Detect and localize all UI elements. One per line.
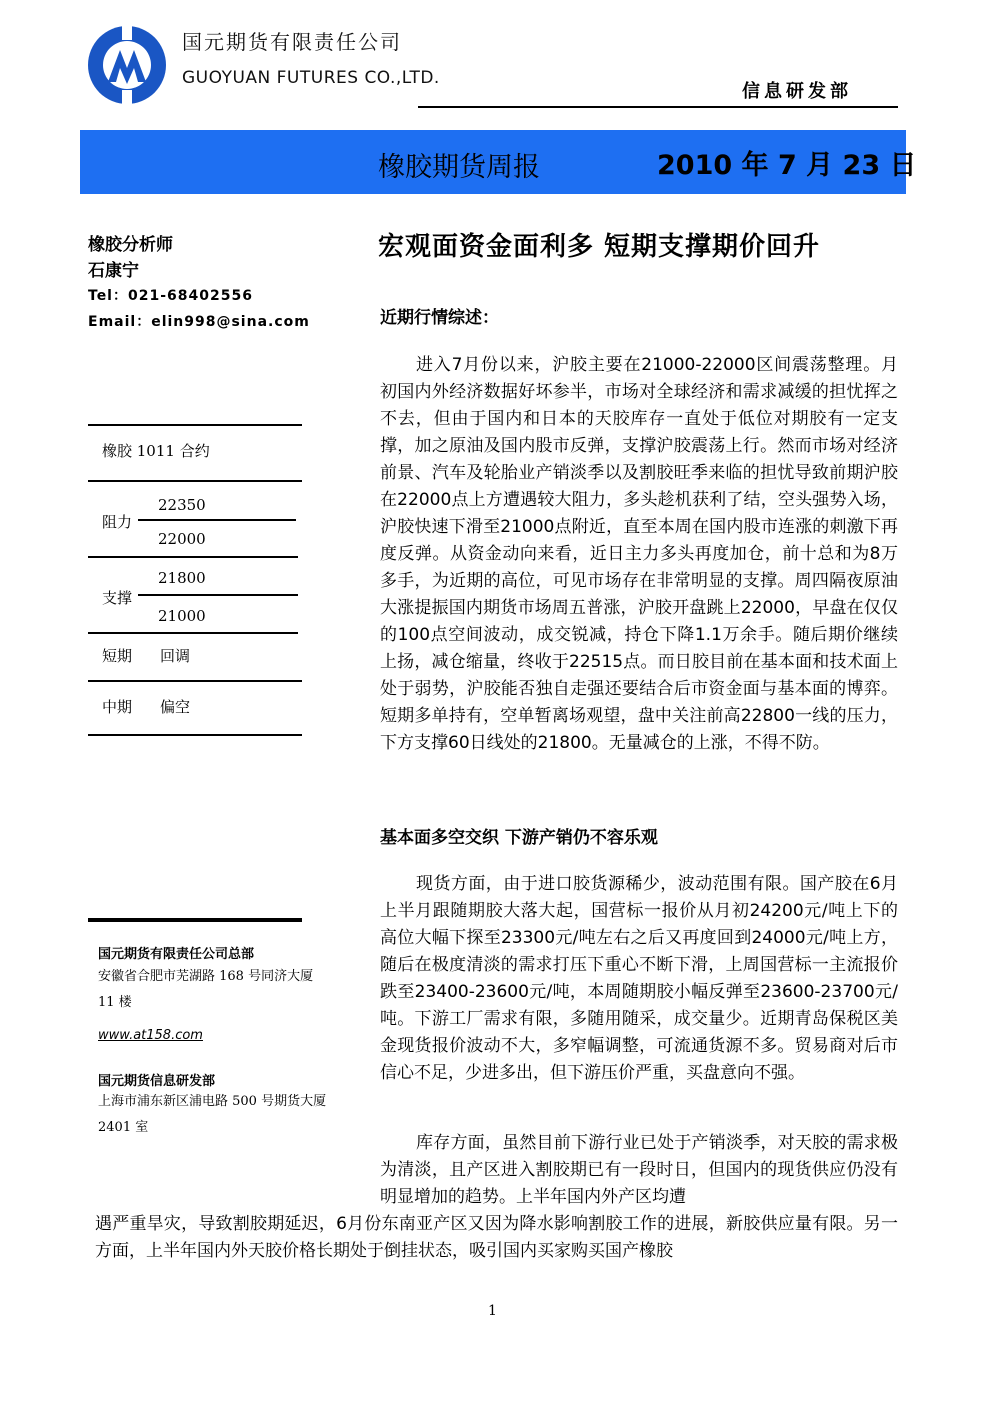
paragraph-market-review: 进入7月份以来，沪胶主要在21000-22000区间震荡整理。月初国内外经济数据好坏参半，市场对全球经济和需求减缓的担忧挥之不去，但由于国内和日本的天胶库存一直处于低位对期胶有一定支撑，加之原油及国内股市反弹，支撑沪胶震荡上行。然而市场对经济前景、汽车及轮胎业产销淡季以及割胶旺季来临的担忧导致前期沪胶在22000点上方遭遇较大阻力，多头趁机获利了结，空头强势入场，沪胶快速下滑至21000点附近，直至本周在国内股市连涨的刺激下再度反弹。从资金动向来看，近日主力多头再度加仓，前十总和为8万多手，为近期的高位，可见市场存在非常明显的支撑。周四隔夜原油大涨提振国内期货市场周五普涨，沪胶开盘跳上22000，早盘在仅仅的100点空间波动，成交锐减，持仓下降1.1万余手。随后期价继续上扬，减仓缩量，终收于22515点。而日胶目前在基本面和技术面上处于弱势，沪胶能否独自走强还要结合后市资金面与基本面的博弈。短期多单持有，空单暂离场观望，盘中关注前高22800一线的压力，下方支撑60日线处的21800。无量减仓的上涨，不得不防。 — [380, 355, 898, 753]
section-title-market-review: 近期行情综述： — [380, 308, 499, 328]
analyst-name: 石康宁 — [88, 261, 139, 281]
resistance-divider — [138, 519, 296, 521]
contract-label: 橡胶 1011 合约 — [102, 442, 210, 460]
paragraph-spot-market: 现货方面，由于进口胶货源稀少，波动范围有限。国产胶在6月上半月跟随期胶大落大起，国营标一报价从月初24200元/吨上下的高位大幅下探至23300元/吨左右之后又再度回到24000元/吨上方，随后在极度清淡的需求打压下重心不断下滑，上周国营标一主流报价跌至23400-23600元/吨，本周随期胶小幅反弹至23600-23700元/吨。下游工厂需求有限，多随用随采，成交量少。近期青岛保税区美金现货报价波动不大，多窄幅调整，可流通货源不多。贸易商对后市信心不足，少进多出，但下游压价严重，买盘意向不强。 — [380, 874, 898, 1083]
levels-rule — [88, 632, 298, 634]
header-divider — [418, 106, 898, 108]
footer-divider — [88, 918, 302, 922]
paragraph-inventory: 库存方面，虽然目前下游行业已处于产销淡季，对天胶的需求极为清淡，且产区进入割胶期已有一段时日，但国内的现货供应仍没有明显增加的趋势。上半年国内外产区均遭 — [380, 1133, 898, 1207]
department-label: 信息研发部 — [742, 81, 852, 102]
levels-top-rule — [88, 424, 302, 426]
resistance-value-1: 22350 — [158, 496, 206, 514]
article-headline: 宏观面资金面利多 短期支撑期价回升 — [378, 232, 821, 262]
levels-rule — [88, 680, 302, 682]
company-logo-icon — [86, 24, 168, 106]
support-label: 支撑 — [102, 589, 133, 607]
rd-address: 上海市浦东新区浦电路 500 号期货大厦 2401 室 — [98, 1094, 327, 1135]
levels-bottom-rule — [88, 734, 302, 736]
page-number: 1 — [488, 1303, 497, 1319]
report-date: 2010 年 7 月 23 日 — [657, 150, 917, 181]
company-name-en: GUOYUAN FUTURES CO.,LTD. — [182, 68, 440, 88]
website-link[interactable]: www.at158.com — [98, 1028, 203, 1043]
resistance-value-2: 22000 — [158, 530, 206, 548]
company-name-cn: 国元期货有限责任公司 — [182, 30, 402, 54]
levels-rule — [88, 556, 298, 558]
short-term-value: 回调 — [160, 647, 191, 665]
resistance-label: 阻力 — [102, 513, 133, 531]
support-divider — [138, 594, 298, 596]
short-term-label: 短期 — [102, 647, 133, 665]
section-title-fundamentals: 基本面多空交织 下游产销仍不容乐观 — [380, 828, 658, 848]
levels-rule — [88, 480, 302, 482]
analyst-tel: Tel：021-68402556 — [88, 288, 253, 304]
hq-address: 安徽省合肥市芜湖路 168 号同济大厦 11 楼 — [98, 969, 314, 1010]
paragraph-inventory-continued: 遇严重旱灾，导致割胶期延迟，6月份东南亚产区又因为降水影响割胶工作的进展，新胶供应量有限。另一方面，上半年国内外天胶价格长期处于倒挂状态，吸引国内买家购买国产橡胶 — [95, 1214, 898, 1261]
analyst-role: 橡胶分析师 — [88, 235, 173, 255]
support-value-1: 21800 — [158, 569, 206, 587]
report-title: 橡胶期货周报 — [378, 152, 540, 183]
rd-title: 国元期货信息研发部 — [98, 1074, 216, 1089]
support-value-2: 21000 — [158, 607, 206, 625]
analyst-email[interactable]: Email：elin998@sina.com — [88, 314, 310, 330]
hq-title: 国元期货有限责任公司总部 — [98, 947, 255, 962]
mid-term-label: 中期 — [102, 698, 133, 716]
mid-term-value: 偏空 — [160, 698, 191, 716]
